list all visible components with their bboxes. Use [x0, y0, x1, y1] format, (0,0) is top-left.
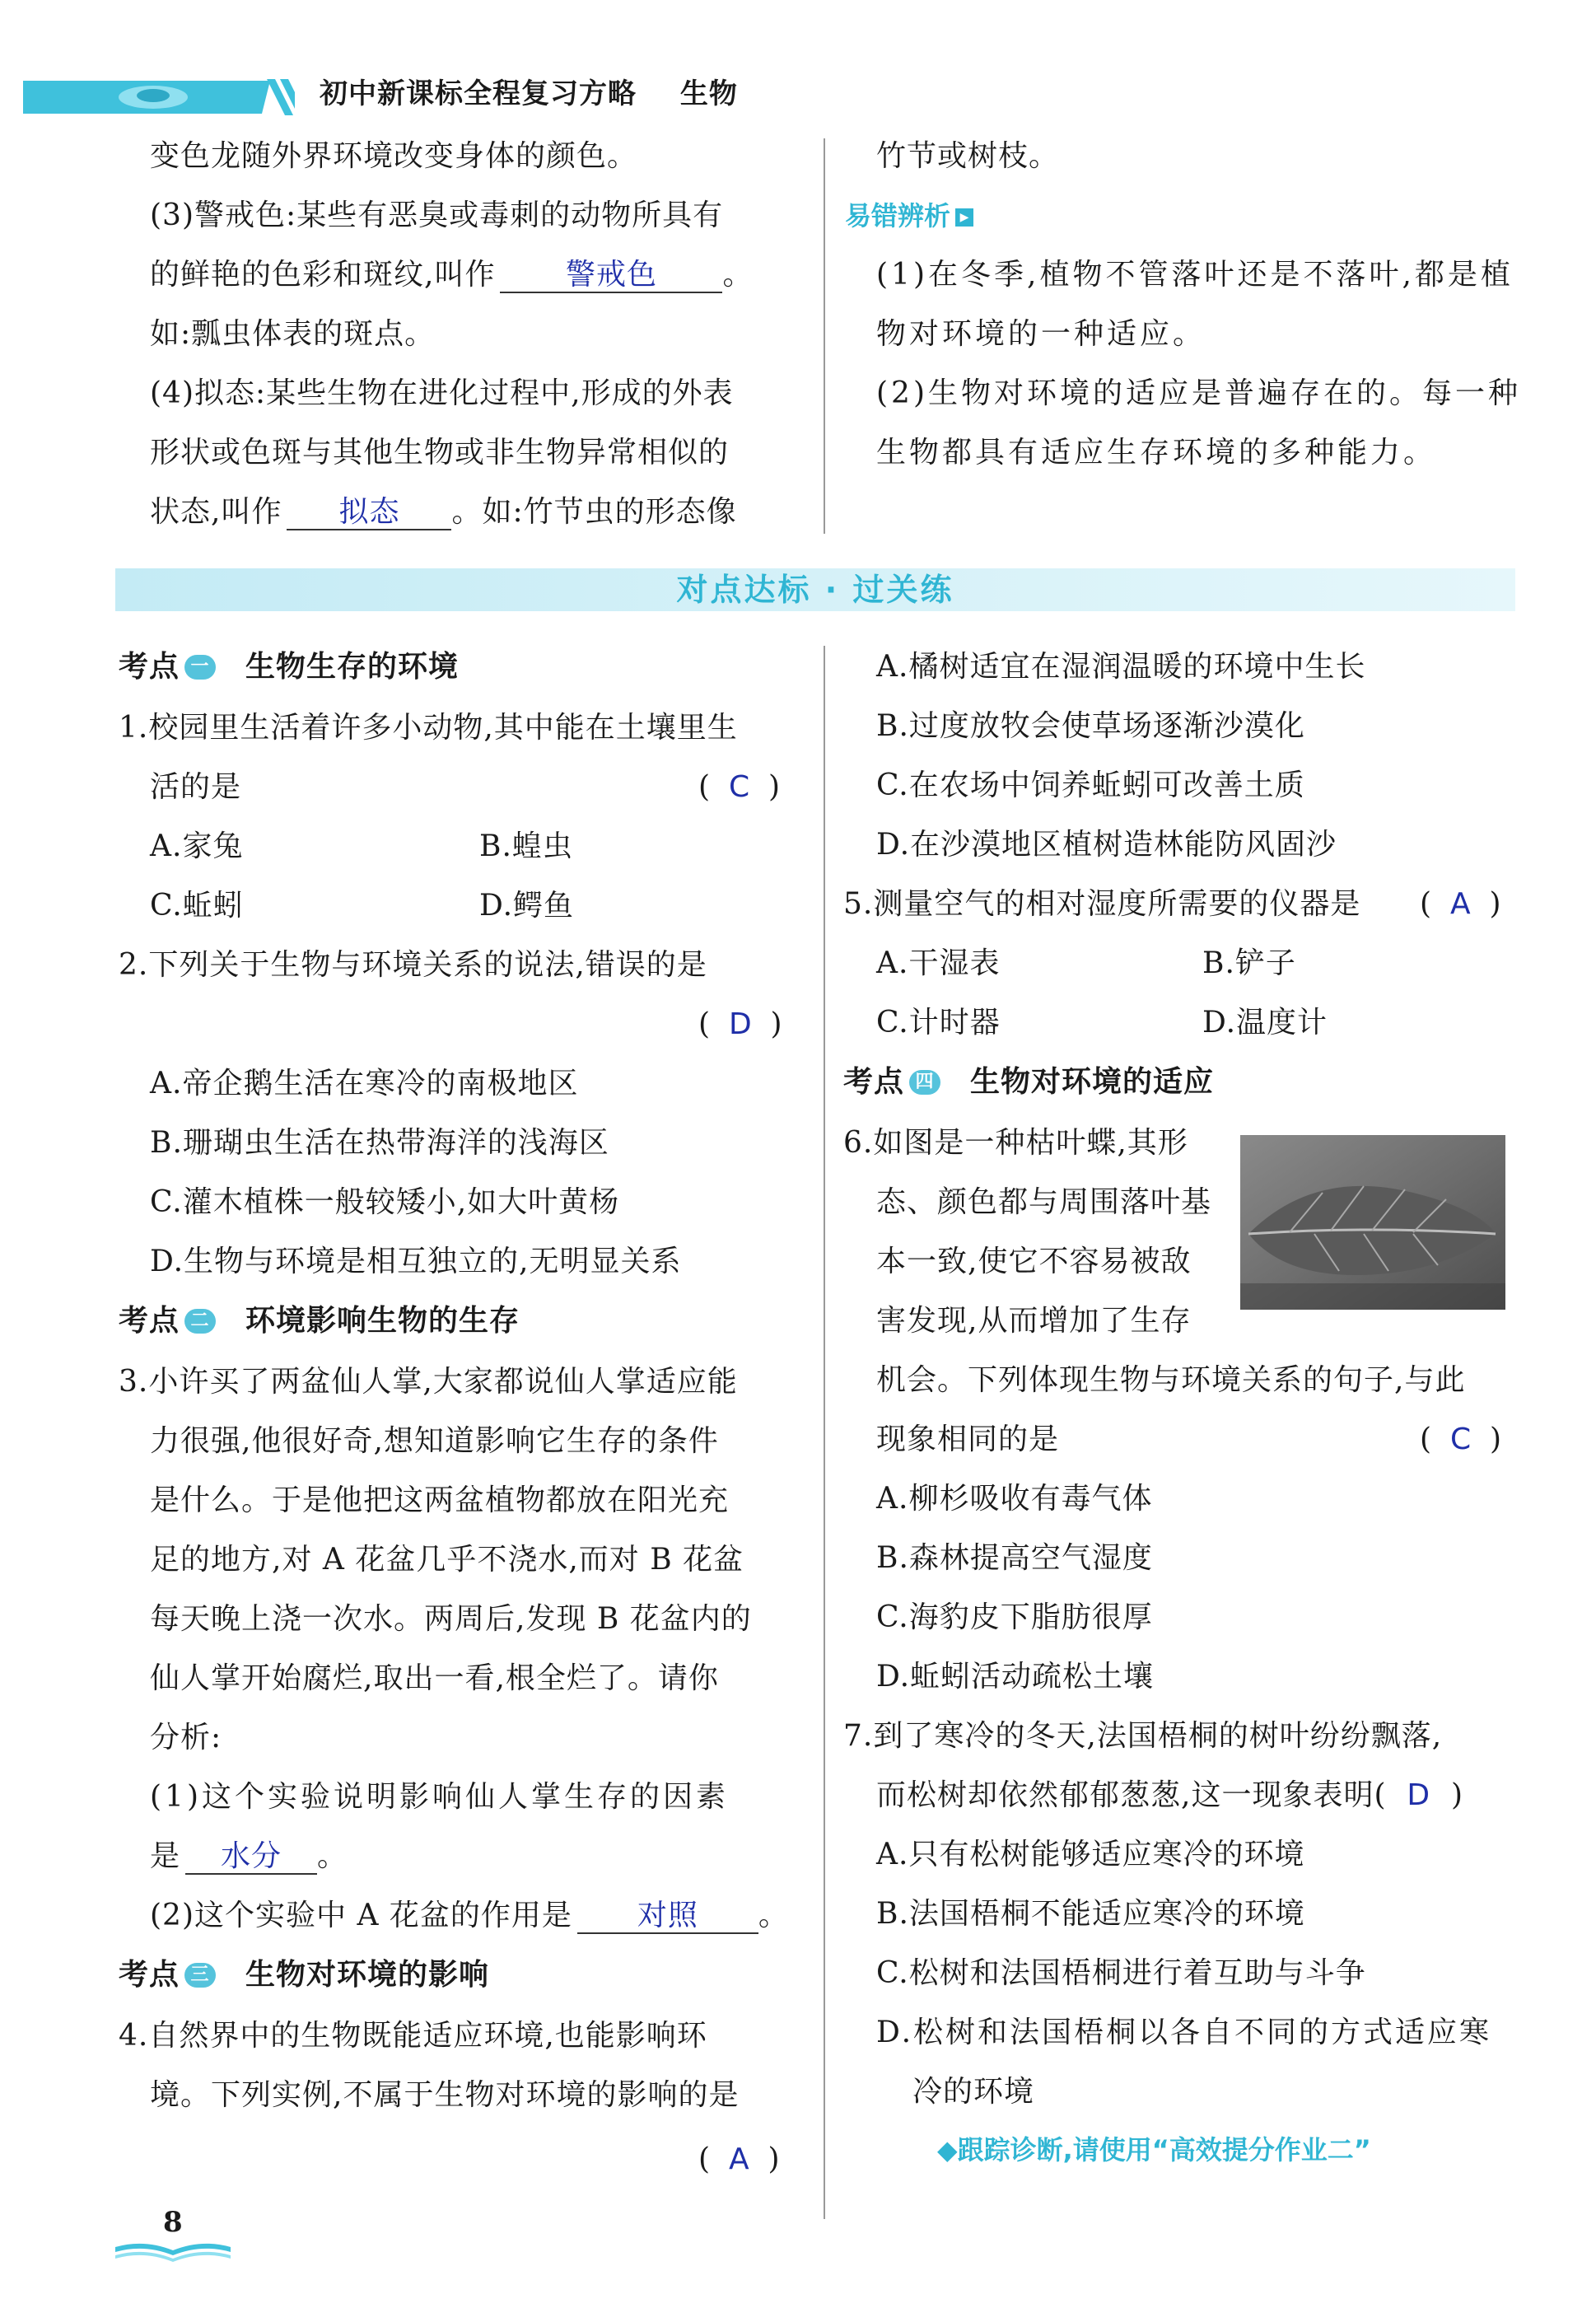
kaodian-3-header: 考点 三 生物对环境的影响: [119, 1958, 490, 1992]
text-line: 变色龙随外界环境改变身体的颜色。: [150, 139, 638, 173]
q1-option-b: B.蝗虫: [479, 829, 573, 863]
q6-line: 本一致,使它不容易被敌: [876, 1245, 1192, 1278]
text-line: 竹节或树枝。: [876, 139, 1060, 173]
play-icon: ▶: [955, 208, 973, 227]
kaodian-1-header: 考点 一 生物生存的环境: [119, 650, 460, 684]
text-line: (4)拟态:某些生物在进化过程中,形成的外表: [150, 376, 734, 410]
q7-option-c: C.松树和法国梧桐进行着互助与斗争: [876, 1956, 1366, 1990]
q1-option-a: A.家兔: [150, 829, 244, 863]
q6-option-b: B.森林提高空气湿度: [876, 1541, 1153, 1575]
q1-option-c: C.蚯蚓: [150, 889, 244, 923]
answer-blank: 拟态: [287, 496, 451, 530]
page-number: 8: [163, 2206, 183, 2239]
kaodian-4-header: 考点 四 生物对环境的适应: [843, 1065, 1215, 1099]
q3-line: 力很强,他很好奇,想知道影响它生存的条件: [150, 1424, 719, 1458]
q7-stem: 7.到了寒冷的冬天,法国梧桐的树叶纷纷飘落,: [843, 1719, 1443, 1753]
q3-line: 3.小许买了两盆仙人掌,大家都说仙人掌适应能: [119, 1365, 738, 1399]
kaodian-2-header: 考点 二 环境影响生物的生存: [119, 1304, 520, 1338]
q5-stem: 5.测量空气的相对湿度所需要的仪器是: [843, 887, 1361, 921]
q7-stem-2: 而松树却依然郁郁葱葱,这一现象表明( D ): [876, 1778, 1464, 1812]
q3-line: 分析:: [150, 1721, 222, 1754]
q4-option-a: A.橘树适宜在湿润温暖的环境中生长: [876, 650, 1366, 684]
footer-note: ◆跟踪诊断,请使用“高效提分作业二”: [937, 2134, 1371, 2165]
q6-line: 机会。下列体现生物与环境关系的句子,与此: [876, 1363, 1466, 1397]
header-title: 初中新课标全程复习方略: [320, 77, 637, 110]
q3-line: 仙人掌开始腐烂,取出一看,根全烂了。请你: [150, 1661, 719, 1695]
q3-line: 每天晚上浇一次水。两周后,发现 B 花盆内的: [150, 1602, 752, 1636]
header-logo-shape: [23, 76, 295, 119]
q6-line: 态、颜色都与周围落叶基: [876, 1185, 1212, 1219]
text-line: (2)生物对环境的适应是普遍存在的。每一种: [876, 376, 1521, 410]
text-line: 物对环境的一种适应。: [876, 317, 1206, 351]
q6-line: 害发现,从而增加了生存: [876, 1304, 1192, 1338]
q7-option-b: B.法国梧桐不能适应寒冷的环境: [876, 1897, 1305, 1931]
kaodian-badge-icon: 四: [909, 1070, 940, 1095]
q6-line: 6.如图是一种枯叶蝶,其形: [843, 1126, 1188, 1160]
q7-option-d: D.松树和法国梧桐以各自不同的方式适应寒: [876, 2016, 1492, 2049]
text-line: 的鲜艳的色彩和斑纹,叫作 警戒色 。: [150, 258, 754, 292]
text-line: 如:瓢虫体表的斑点。: [150, 317, 436, 351]
text-line: (1)在冬季,植物不管落叶还是不落叶,都是植: [876, 258, 1514, 292]
section-title-error-analysis: 易错辨析 ▶: [845, 198, 973, 234]
header-bar: [23, 76, 295, 119]
q7-option-d-cont: 冷的环境: [912, 2075, 1035, 2109]
q6-option-d: D.蚯蚓活动疏松土壤: [876, 1660, 1155, 1694]
q4-option-d: D.在沙漠地区植树造林能防风固沙: [876, 828, 1337, 862]
kaodian-badge-icon: 二: [184, 1309, 216, 1334]
q4-stem-2: 境。下列实例,不属于生物对环境的影响的是: [150, 2078, 740, 2112]
dead-leaf-butterfly-image: [1240, 1135, 1505, 1310]
q5-answer: ( A ): [1420, 887, 1501, 921]
q2-answer: ( D ): [698, 1007, 782, 1041]
book-icon: [115, 2239, 231, 2264]
column-divider-bottom: [824, 646, 825, 2219]
q2-option-a: A.帝企鹅生活在寒冷的南极地区: [150, 1067, 579, 1100]
header-subject: 生物: [679, 77, 738, 110]
q4-option-b: B.过度放牧会使草场逐渐沙漠化: [876, 709, 1305, 743]
q3-sub1: 是 水分 。: [150, 1839, 348, 1873]
q2-option-c: C.灌木植株一般较矮小,如大叶黄杨: [150, 1185, 620, 1219]
q2-stem: 2.下列关于生物与环境关系的说法,错误的是: [119, 948, 707, 982]
section-banner: [115, 568, 1515, 611]
q4-option-c: C.在农场中饲养蚯蚓可改善土质: [876, 769, 1305, 802]
q1-stem: 1.校园里生活着许多小动物,其中能在土壤里生: [119, 711, 738, 745]
q2-option-d: D.生物与环境是相互独立的,无明显关系: [150, 1245, 682, 1278]
text-line: 状态,叫作 拟态 。如:竹节虫的形态像: [150, 495, 737, 529]
q5-option-b: B.铲子: [1202, 946, 1296, 980]
q5-option-d: D.温度计: [1202, 1006, 1328, 1040]
answer-blank: 警戒色: [500, 259, 722, 293]
q7-answer: D: [1407, 1778, 1431, 1812]
q5-option-a: A.干湿表: [876, 946, 1001, 980]
q1-answer: ( C ): [698, 770, 781, 804]
answer-blank: 水分: [185, 1840, 317, 1875]
column-divider-top: [824, 138, 825, 534]
q6-option-a: A.柳杉吸收有毒气体: [876, 1482, 1153, 1516]
q7-option-a: A.只有松树能够适应寒冷的环境: [876, 1838, 1305, 1871]
q6-answer: ( C ): [1420, 1423, 1502, 1456]
q3-line: 足的地方,对 A 花盆几乎不浇水,而对 B 花盆: [150, 1543, 744, 1577]
kaodian-badge-icon: 一: [184, 655, 216, 680]
text-line: 生物都具有适应生存环境的多种能力。: [876, 436, 1437, 470]
text-line: (3)警戒色:某些有恶臭或毒刺的动物所具有: [150, 199, 724, 232]
answer-blank: 对照: [577, 1899, 758, 1934]
q1-option-d: D.鳄鱼: [479, 889, 575, 923]
q2-option-b: B.珊瑚虫生活在热带海洋的浅海区: [150, 1126, 609, 1160]
q3-line: (1)这个实验说明影响仙人掌生存的因素: [150, 1780, 729, 1814]
q6-line: 现象相同的是: [876, 1423, 1060, 1456]
q5-option-c: C.计时器: [876, 1006, 1001, 1040]
q4-answer: ( A ): [698, 2142, 780, 2176]
q3-line: 是什么。于是他把这两盆植物都放在阳光充: [150, 1483, 730, 1517]
q3-sub2: (2)这个实验中 A 花盆的作用是 对照 。: [150, 1899, 789, 1932]
q4-stem: 4.自然界中的生物既能适应环境,也能影响环: [119, 2019, 707, 2053]
kaodian-badge-icon: 三: [184, 1963, 216, 1988]
leaf-photo-graphic: [1240, 1135, 1505, 1310]
text-line: 形状或色斑与其他生物或非生物异常相似的: [150, 436, 730, 470]
banner-title: 对点达标 · 过关练: [676, 572, 954, 608]
q6-option-c: C.海豹皮下脂肪很厚: [876, 1600, 1153, 1634]
q1-stem-2: 活的是: [150, 770, 242, 804]
